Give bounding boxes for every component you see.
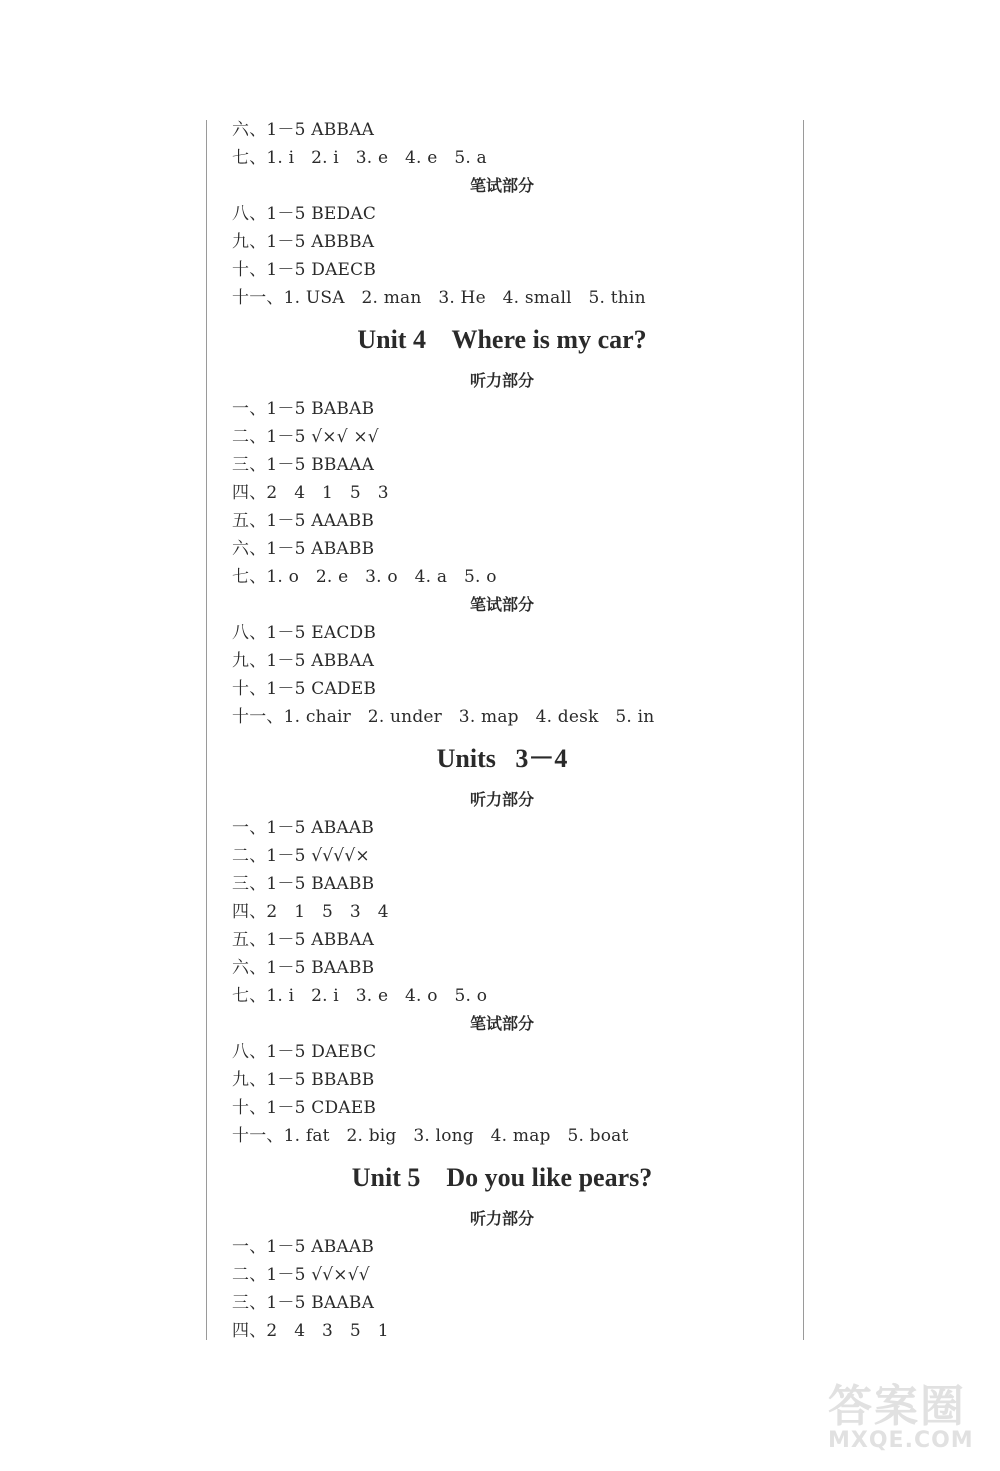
answer-line: 六、1－5 ABBAA xyxy=(232,120,375,140)
answer-line: 七、1. i 2. i 3. e 4. o 5. o xyxy=(232,986,488,1006)
unit-heading: Units 3－4 xyxy=(436,744,568,773)
section-subheading: 笔试部分 xyxy=(469,1014,534,1033)
answer-line: 六、1－5 BAABB xyxy=(232,958,375,978)
answer-line: 十、1－5 DAECB xyxy=(232,260,377,280)
answer-line: 一、1－5 ABAAB xyxy=(232,818,375,838)
answer-line: 三、1－5 BBAAA xyxy=(232,455,375,475)
watermark-title: 答案圈 xyxy=(828,1381,966,1432)
unit-heading: Unit 4 Where is my car? xyxy=(357,325,647,354)
answer-line: 三、1－5 BAABB xyxy=(232,874,375,894)
answer-line: 十一、1. chair 2. under 3. map 4. desk 5. in xyxy=(232,707,655,727)
watermark-logo xyxy=(828,1370,988,1465)
answer-line: 二、1－5 √×√ ×√ xyxy=(232,427,379,447)
answer-key-column xyxy=(232,116,792,1345)
answer-line: 十、1－5 CDAEB xyxy=(232,1098,377,1118)
section-subheading: 听力部分 xyxy=(469,371,534,390)
answer-line: 五、1－5 ABBAA xyxy=(232,930,375,950)
answer-line: 三、1－5 BAABA xyxy=(232,1293,375,1313)
answer-line: 七、1. i 2. i 3. e 4. e 5. a xyxy=(232,148,487,168)
answer-line: 五、1－5 AAABB xyxy=(232,511,375,531)
unit-heading: Unit 5 Do you like pears? xyxy=(351,1163,653,1192)
watermark-url: MXQE.COM xyxy=(828,1428,974,1453)
answer-line: 四、2 1 5 3 4 xyxy=(232,902,389,922)
answer-line: 一、1－5 ABAAB xyxy=(232,1237,375,1257)
answer-line: 十一、1. fat 2. big 3. long 4. map 5. boat xyxy=(232,1126,629,1146)
answer-line: 一、1－5 BABAB xyxy=(232,399,375,419)
answer-line: 四、2 4 1 5 3 xyxy=(232,483,389,503)
section-subheading: 笔试部分 xyxy=(469,176,534,195)
answer-line: 九、1－5 ABBBA xyxy=(232,232,375,252)
answer-line: 四、2 4 3 5 1 xyxy=(232,1321,389,1341)
answer-line: 八、1－5 BEDAC xyxy=(232,204,377,224)
answer-line: 十一、1. USA 2. man 3. He 4. small 5. thin xyxy=(232,288,646,308)
answer-line: 六、1－5 ABABB xyxy=(232,539,375,559)
answer-line: 二、1－5 √√×√√ xyxy=(232,1265,370,1285)
section-subheading: 听力部分 xyxy=(469,1209,534,1228)
right-column-rule xyxy=(803,120,804,1340)
answer-line: 八、1－5 DAEBC xyxy=(232,1042,377,1062)
answer-line: 二、1－5 √√√√× xyxy=(232,846,370,866)
answer-line: 九、1－5 BBABB xyxy=(232,1070,375,1090)
answer-line: 十、1－5 CADEB xyxy=(232,679,377,699)
answer-line: 九、1－5 ABBAA xyxy=(232,651,375,671)
left-column-rule xyxy=(206,120,207,1340)
section-subheading: 听力部分 xyxy=(469,790,534,809)
section-subheading: 笔试部分 xyxy=(469,595,534,614)
answer-line: 八、1－5 EACDB xyxy=(232,623,377,643)
answer-line: 七、1. o 2. e 3. o 4. a 5. o xyxy=(232,567,497,587)
